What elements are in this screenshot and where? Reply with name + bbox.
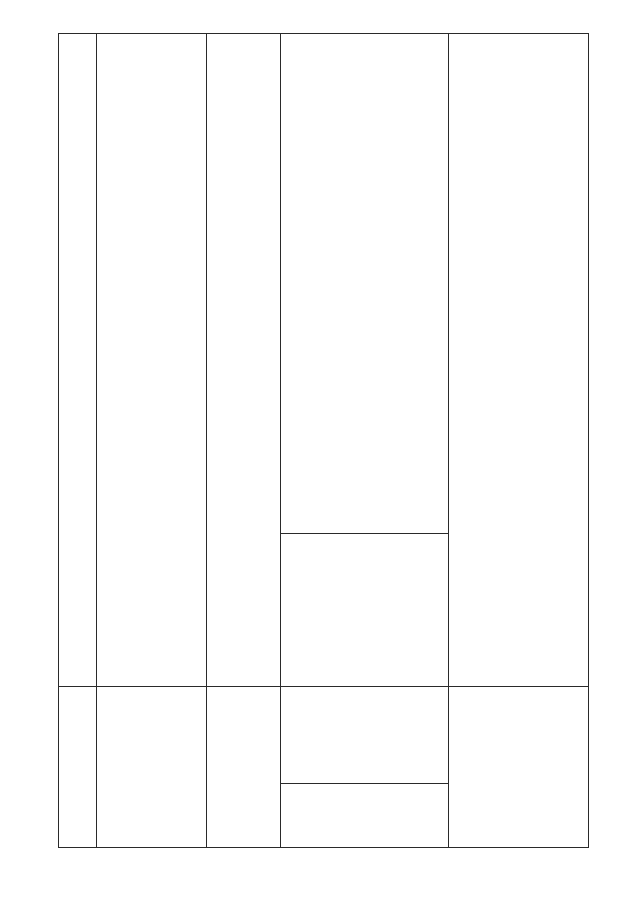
column-divider-4 (448, 33, 449, 848)
subrow-divider-b (280, 783, 449, 784)
column-divider-2 (206, 33, 207, 848)
table-border-right (588, 33, 589, 848)
column-divider-1 (96, 33, 97, 848)
indicator-table (58, 33, 589, 848)
table-border-left (58, 33, 59, 848)
table-border-bottom (58, 847, 589, 848)
column-divider-3 (280, 33, 281, 848)
table-border-top (58, 33, 589, 34)
subrow-divider-c (280, 533, 449, 534)
row-divider-12 (58, 686, 589, 687)
